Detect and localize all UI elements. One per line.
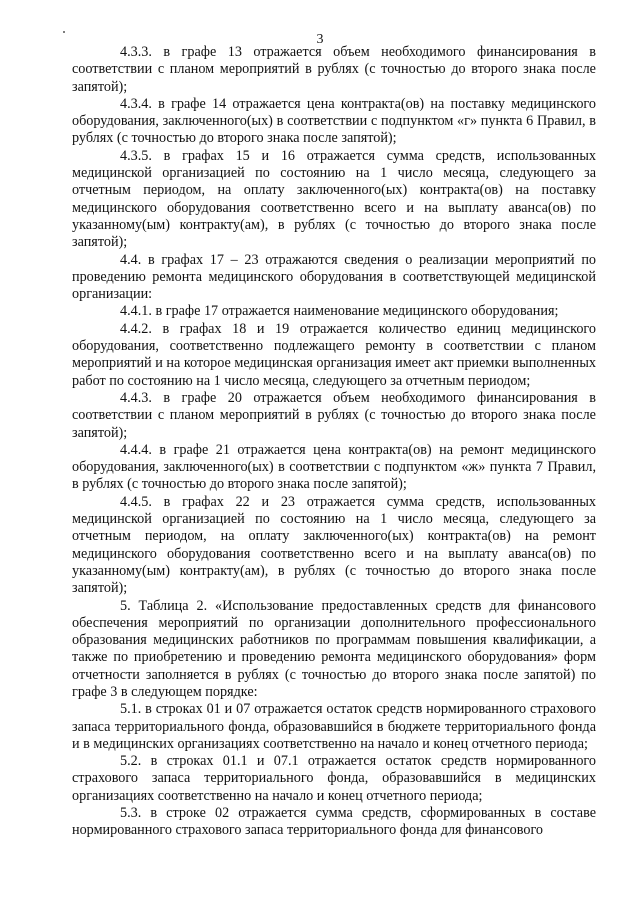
paragraph-5-3: 5.3. в строке 02 отражается сумма средств, сформированных в составе нормированного страхового запаса территориального фонда для финансового — [72, 805, 596, 839]
document-body — [72, 44, 596, 840]
paragraph-4-3-5: 4.3.5. в графах 15 и 16 отражается сумма средств, использованных медицинской организацией по состоянию на 1 число месяца, следующего за отчетным периодом, на оплату заключенного(ых) контракта(ов) на поставку медицинского оборудования соответственно всего и на выплату аванса(ов) по указанному(ым) контракту(ам), в рублях (с точностью до второго знака после запятой); — [72, 147, 596, 251]
paragraph-5: 5. Таблица 2. «Использование предоставленных средств для финансового обеспечения мероприятий по организации дополнительного профессионального образования медицинских работников по программам повышения квалификации, а также по приобретению и проведению ремонта медицинского оборудования» форм отчетности заполняется в рублях (с точностью до второго знака после запятой) по графе 3 в следующем порядке: — [72, 597, 596, 700]
paragraph-4-3-4: 4.3.4. в графе 14 отражается цена контракта(ов) на поставку медицинского оборудования, заключенного(ых) в соответствии с подпунктом «г» пункта 6 Правил, в рублях (с точностью до второго знака после запятой); — [72, 95, 596, 147]
paragraph-4-4: 4.4. в графах 17 – 23 отражаются сведения о реализации мероприятий по проведению ремонта медицинского оборудования в соответствующей медицинской организации: — [72, 251, 596, 303]
paragraph-5-2: 5.2. в строках 01.1 и 07.1 отражается остаток средств нормированного страхового запаса территориального фонда, образовавшийся в медицинских организациях соответственно на начало и конец отчетного периода; — [72, 753, 596, 804]
paragraph-5-1: 5.1. в строках 01 и 07 отражается остаток средств нормированного страхового запаса территориального фонда, образовавшийся в бюджете территориального фонда и в медицинских организациях соответственно на начало и конец отчетного периода; — [72, 701, 596, 752]
page-number: 3 — [316, 32, 324, 47]
paragraph-4-4-5: 4.4.5. в графах 22 и 23 отражается сумма средств, использованных медицинской организацией по состоянию на 1 число месяца, следующего за отчетным периодом, на оплату заключенного(ых) контракта(ов) на ремонт медицинского оборудования соответственно всего и на выплату аванса(ов) по указанному(ым) контракту(ам), в рублях (с точностью до второго знака после запятой); — [72, 493, 596, 597]
paragraph-4-4-2: 4.4.2. в графах 18 и 19 отражается количество единиц медицинского оборудования, соответственно подлежащего ремонту в соответствии с планом мероприятий и на которое медицинская организация имеет акт приемки выполненных работ по состоянию на 1 число месяца, следующего за отчетным периодом; — [72, 320, 596, 389]
paragraph-4-4-1: 4.4.1. в графе 17 отражается наименование медицинского оборудования; — [120, 303, 559, 320]
paragraph-4-4-3: 4.4.3. в графе 20 отражается объем необходимого финансирования в соответствии с планом мероприятий в рублях (с точностью до второго знака после запятой); — [72, 389, 596, 441]
paragraph-4-4-4: 4.4.4. в графе 21 отражается цена контракта(ов) на ремонт медицинского оборудования, заключенного(ых) в соответствии с подпунктом «ж» пункта 7 Правил, в рублях (с точностью до второго знака после запятой); — [72, 441, 596, 493]
paragraph-4-3-3: 4.3.3. в графе 13 отражается объем необходимого финансирования в соответствии с планом мероприятий в рублях (с точностью до второго знака после запятой); — [72, 44, 596, 95]
